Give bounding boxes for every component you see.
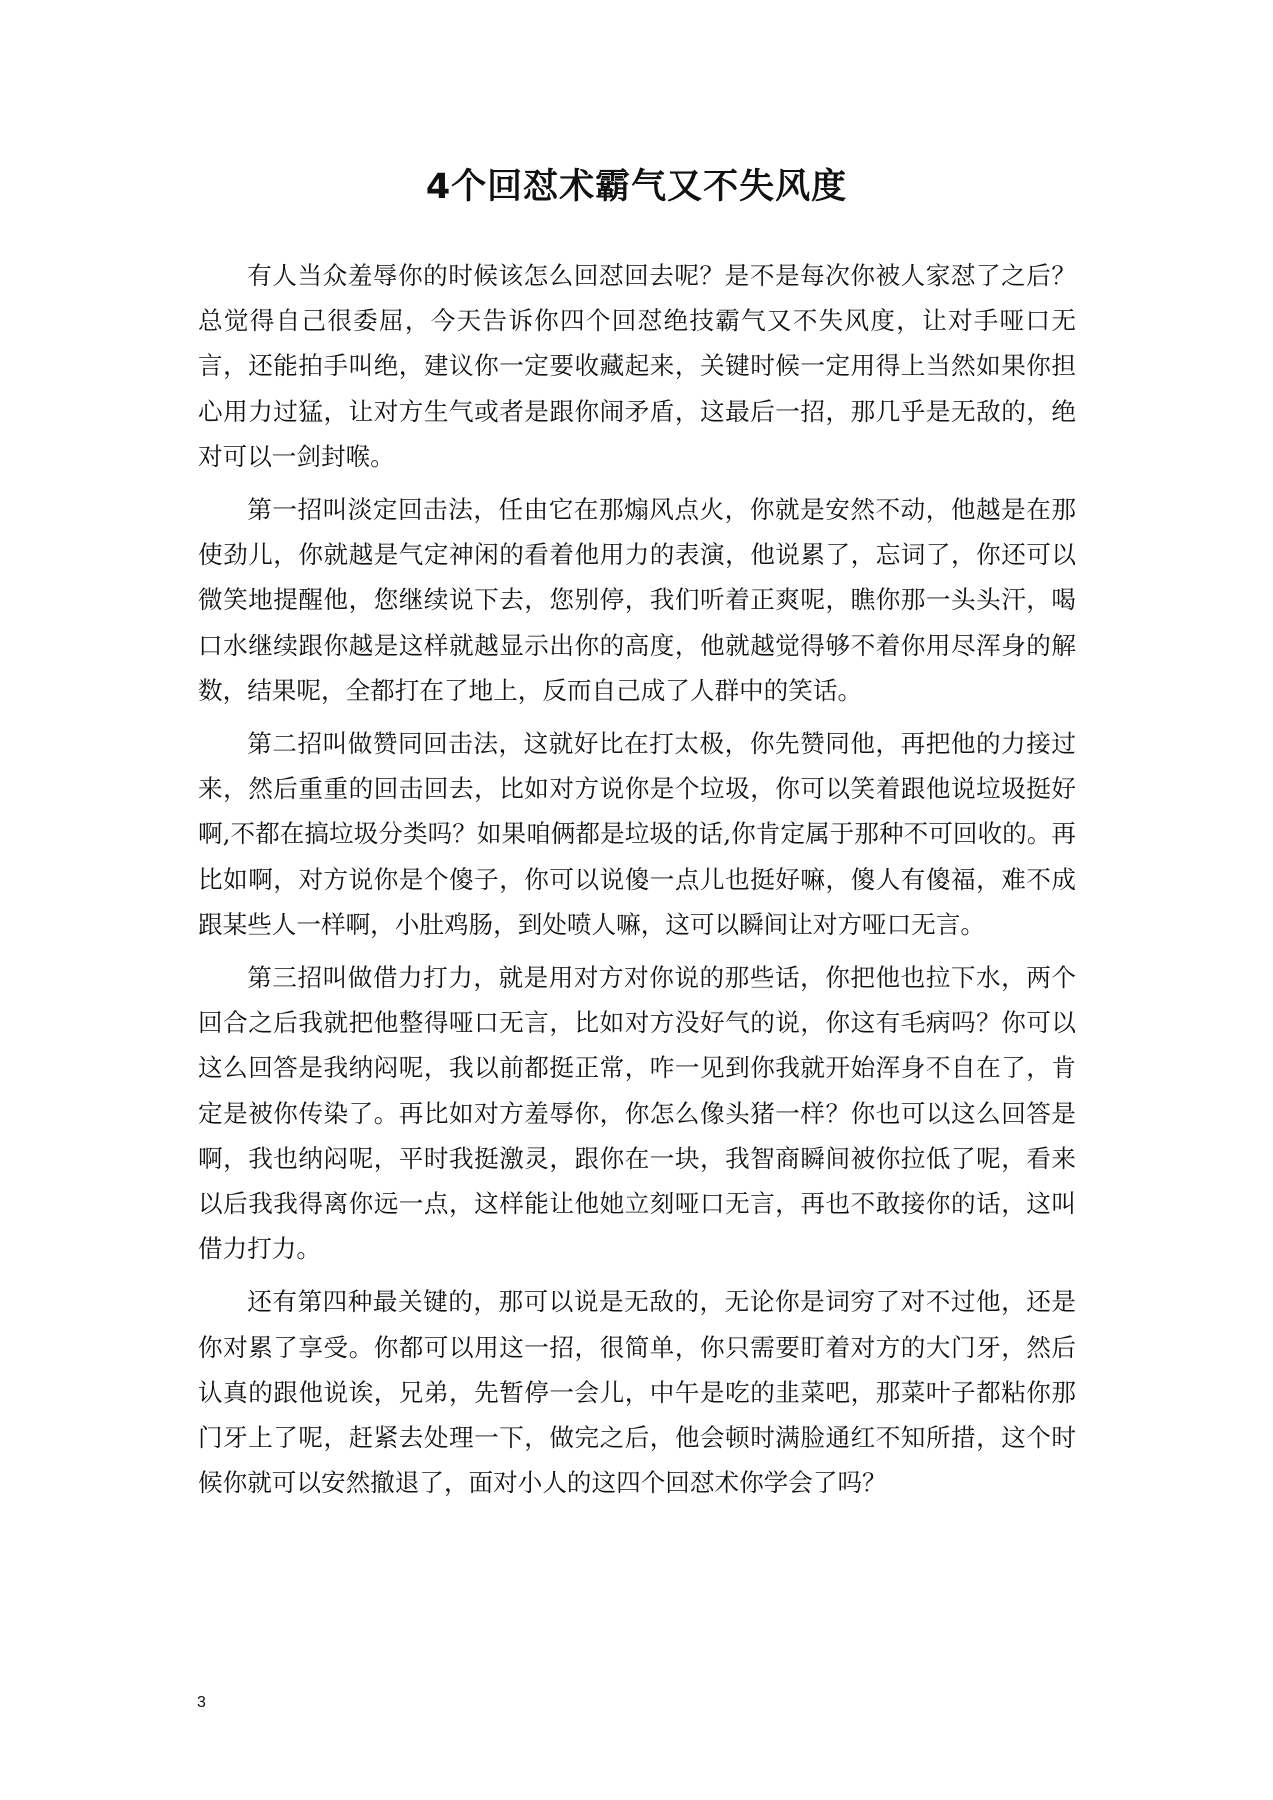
paragraph-tactic-3: 第三招叫做借力打力，就是用对方对你说的那些话，你把他也拉下水，两个回合之后我就把他整得哑口无言，比如对方没好气的说，你这有毛病吗？你可以这么回答是我纳闷呢，我以前都挺正常，咋一见到你我就开始浑身不自在了，肯定是被你传染了。再比如对方羞辱你，你怎么像头猪一样？你也可以这么回答是啊，我也纳闷呢，平时我挺激灵，跟你在一块，我智商瞬间被你拉低了呢，看来以后我我得离你远一点，这样能让他她立刻哑口无言，再也不敢接你的话，这叫借力打力。 (198, 963, 1076, 1264)
document-title: 4个回怼术霸气又不失风度 (425, 167, 848, 207)
document-body (198, 253, 1076, 1513)
page-number: 3 (197, 1694, 206, 1711)
paragraph-tactic-2: 第二招叫做赞同回击法，这就好比在打太极，你先赞同他，再把他的力接过来，然后重重的回击回去，比如对方说你是个垃圾，你可以笑着跟他说垃圾挺好啊,不都在搞垃圾分类吗？如果咱俩都是垃圾的话,你肯定属于那种不可回收的。再比如啊，对方说你是个傻子，你可以说傻一点儿也挺好嘛，傻人有傻福，难不成跟某些人一样啊，小肚鸡肠，到处喷人嘛，这可以瞬间让对方哑口无言。 (198, 729, 1076, 939)
paragraph-tactic-1: 第一招叫淡定回击法，任由它在那煽风点火，你就是安然不动，他越是在那使劲儿，你就越是气定神闲的看着他用力的表演，他说累了，忘词了，你还可以微笑地提醒他，您继续说下去，您别停，我们听着正爽呢，瞧你那一头头汗，喝口水继续跟你越是这样就越显示出你的高度，他就越觉得够不着你用尽浑身的解数，结果呢，全都打在了地上，反而自己成了人群中的笑话。 (198, 495, 1076, 705)
paragraph-tactic-4: 还有第四种最关键的，那可以说是无敌的，无论你是词穷了对不过他，还是你对累了享受。你都可以用这一招，很简单，你只需要盯着对方的大门牙，然后认真的跟他说诶，兄弟，先暂停一会儿，中午是吃的韭菜吧，那菜叶子都粘你那门牙上了呢，赶紧去处理一下，做完之后，他会顿时满脸通红不知所措，这个时候你就可以安然撤退了，面对小人的这四个回怼术你学会了吗？ (198, 1287, 1076, 1498)
paragraph-intro: 有人当众羞辱你的时候该怎么回怼回去呢？是不是每次你被人家怼了之后？总觉得自己很委屈，今天告诉你四个回怼绝技霸气又不失风度，让对手哑口无言，还能拍手叫绝，建议你一定要收藏起来，关键时候一定用得上当然如果你担心用力过猛，让对方生气或者是跟你闹矛盾，这最后一招，那几乎是无敌的，绝对可以一剑封喉。 (198, 261, 1076, 471)
